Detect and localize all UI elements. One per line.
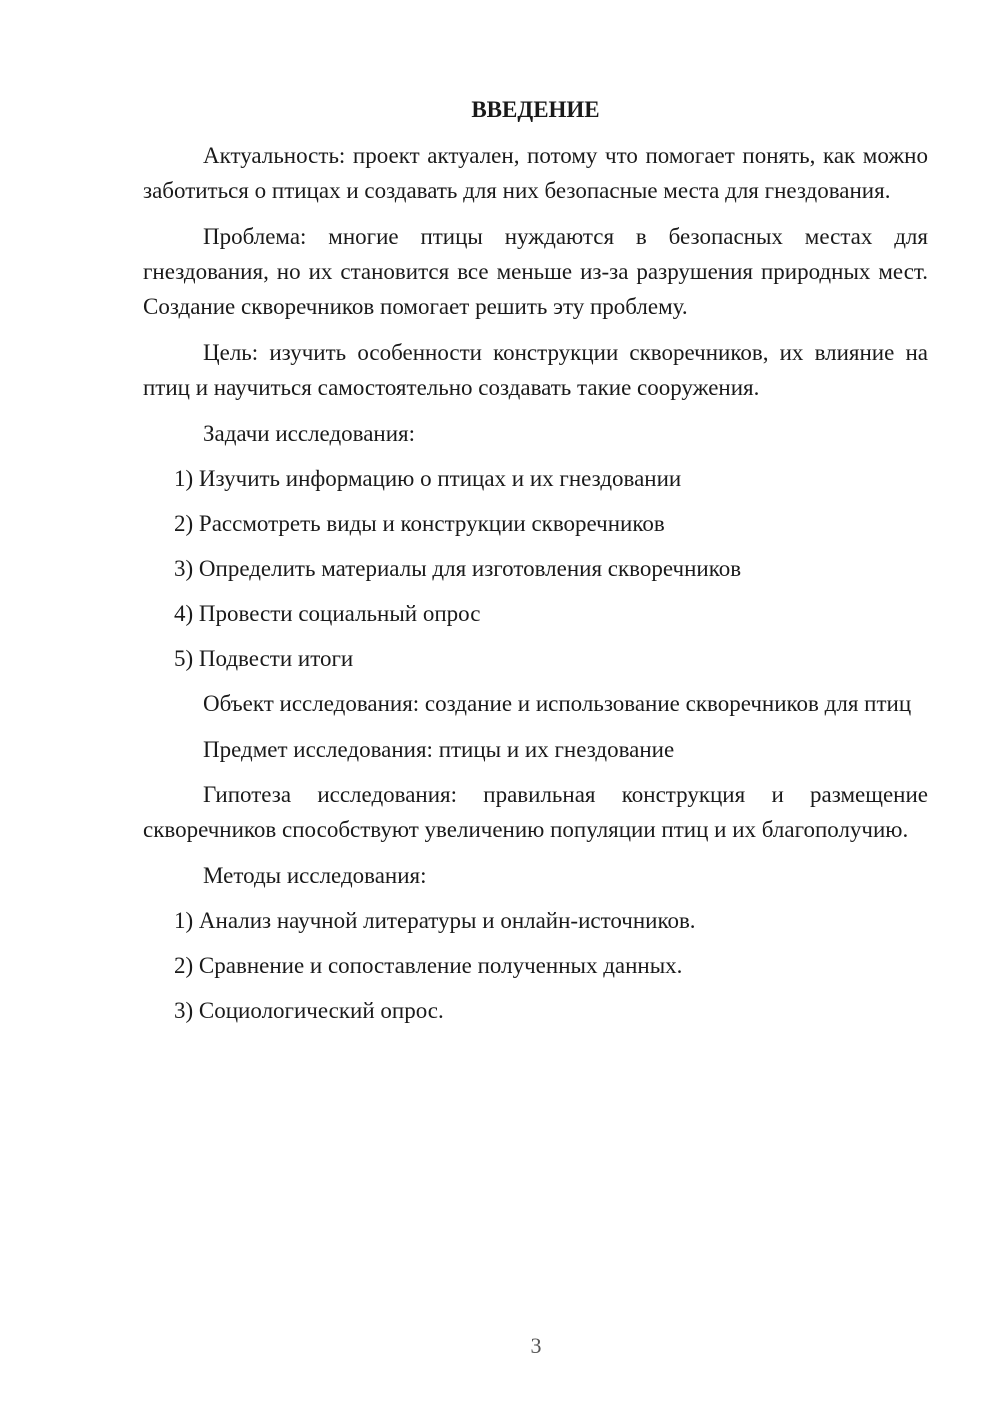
list-item: 1) Изучить информацию о птицах и их гнездовании: [174, 466, 682, 491]
list-item: 4) Провести социальный опрос: [174, 601, 481, 626]
subject-paragraph: Предмет исследования: птицы и их гнездование: [203, 737, 675, 762]
hypothesis-paragraph: Гипотеза исследования: правильная конструкция и размещение скворечников способствуют увеличению популяции птиц и их благополучию.: [143, 782, 928, 842]
tasks-list: [143, 461, 928, 676]
list-item: 3) Социологический опрос.: [174, 998, 444, 1023]
methods-heading: Методы исследования:: [203, 863, 427, 888]
list-item: 5) Подвести итоги: [174, 646, 354, 671]
tasks-heading: Задачи исследования:: [203, 421, 416, 446]
list-item: 1) Анализ научной литературы и онлайн-источников.: [174, 908, 696, 933]
relevance-paragraph: Актуальность: проект актуален, потому что помогает понять, как можно заботиться о птицах и создавать для них безопасные места для гнездования.: [143, 143, 928, 203]
list-item: 2) Рассмотреть виды и конструкции скворечников: [174, 511, 665, 536]
methods-list: [143, 903, 928, 1028]
list-item: 3) Определить материалы для изготовления скворечников: [174, 556, 742, 581]
problem-paragraph: Проблема: многие птицы нуждаются в безопасных местах для гнездования, но их становится все меньше из-за разрушения природных мест. Создание скворечников помогает решить эту проблему.: [143, 224, 928, 319]
goal-paragraph: Цель: изучить особенности конструкции скворечников, их влияние на птиц и научиться самостоятельно создавать такие сооружения.: [143, 340, 928, 400]
list-item: 2) Сравнение и сопоставление полученных данных.: [174, 953, 683, 978]
page-number: 3: [530, 1333, 542, 1358]
document-page: [143, 92, 928, 1038]
object-paragraph: Объект исследования: создание и использование скворечников для птиц: [203, 691, 912, 716]
page-title: ВВЕДЕНИЕ: [471, 97, 600, 122]
